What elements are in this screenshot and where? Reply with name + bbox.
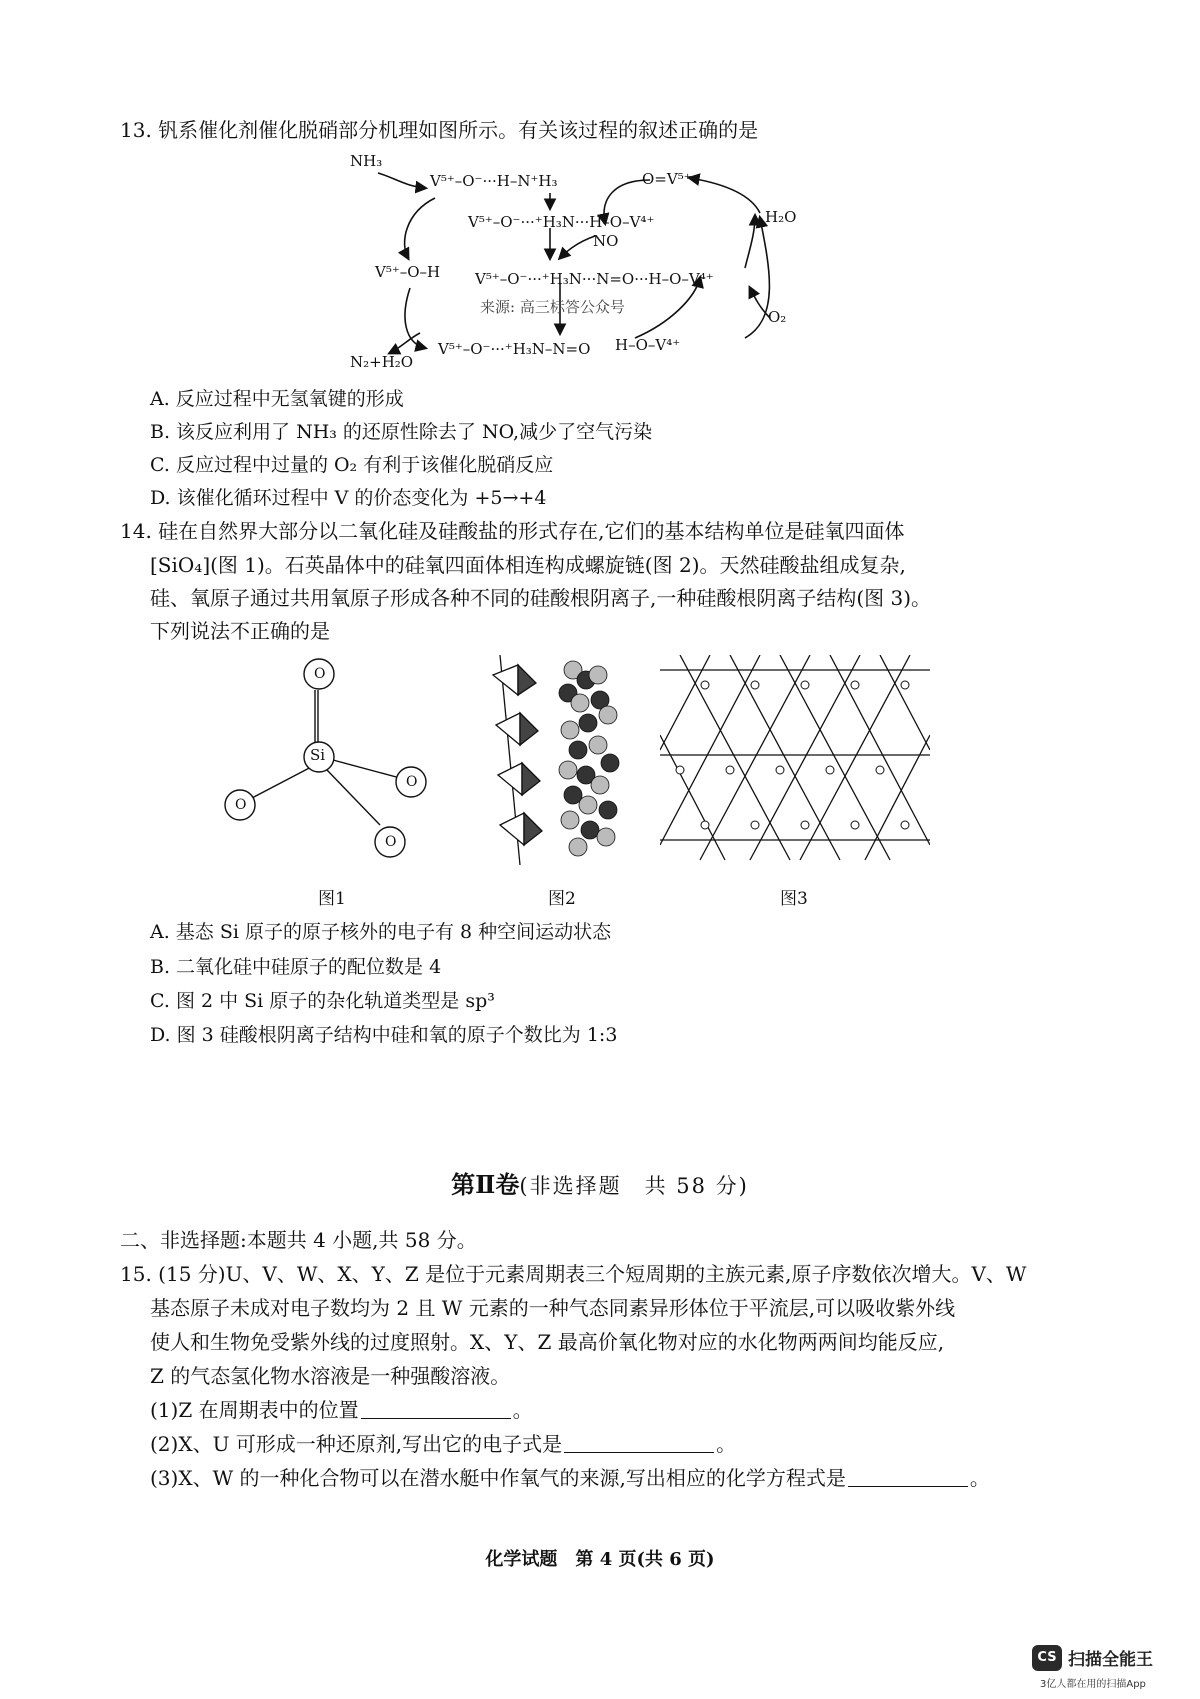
arrow-left-down bbox=[405, 198, 435, 258]
label-nh3: NH₃ bbox=[350, 152, 383, 170]
figure-1-sio4 bbox=[215, 650, 445, 870]
scanner-app-name: 扫描全能王 bbox=[1068, 1650, 1153, 1670]
arrow-to-o-v bbox=[690, 178, 760, 213]
figure-2-caption: 图2 bbox=[548, 889, 576, 909]
q14-stem-line-1: 14. 硅在自然界大部分以二氧化硅及硅酸盐的形式存在,它们的基本结构单位是硅氧四面体 bbox=[120, 519, 905, 543]
atom-o-top: O bbox=[314, 666, 326, 682]
species-s4: V⁵⁺–O⁻···⁺H₃N–N=O bbox=[438, 340, 591, 358]
q14-option-c: C. 图 2 中 Si 原子的杂化轨道类型是 sp³ bbox=[150, 990, 495, 1012]
species-s7: V⁵⁺–O–H bbox=[375, 263, 441, 281]
q15-sub-2-end: 。 bbox=[716, 1432, 737, 1456]
watermark-text: 来源: 高三标答公众号 bbox=[480, 298, 625, 316]
q15-sub-3 bbox=[150, 1466, 990, 1490]
q15-sub-1-text: (1)Z 在周期表中的位置 bbox=[150, 1398, 359, 1422]
q15-sub-3-end: 。 bbox=[969, 1466, 990, 1490]
species-s1: V⁵⁺–O⁻···H–N⁺H₃ bbox=[430, 172, 558, 190]
label-no: NO bbox=[593, 232, 619, 250]
figure-1-caption: 图1 bbox=[318, 889, 346, 909]
q14-stem-line-3: 硅、氧原子通过共用氧原子形成各种不同的硅酸根阴离子,一种硅酸根阴离子结构(图 3)。 bbox=[150, 586, 932, 610]
atom-o-right: O bbox=[406, 774, 418, 790]
arrow-h2o-out bbox=[745, 216, 755, 268]
label-o2: O₂ bbox=[768, 308, 787, 326]
q15-sub-1 bbox=[150, 1398, 533, 1422]
arrow-nh3-in bbox=[378, 173, 425, 188]
q13-option-c: C. 反应过程中过量的 O₂ 有利于该催化脱硝反应 bbox=[150, 454, 554, 476]
q15-line-1: 15. (15 分)U、V、W、X、Y、Z 是位于元素周期表三个短周期的主族元素,原子序数依次增大。V、W bbox=[120, 1262, 1027, 1286]
q15-sub-3-text: (3)X、W 的一种化合物可以在潜水艇中作氧气的来源,写出相应的化学方程式是 bbox=[150, 1466, 846, 1490]
arrow-right-up bbox=[745, 218, 769, 338]
scanner-logo-icon: CS bbox=[1032, 1645, 1062, 1671]
q13-stem: 13. 钒系催化剂催化脱硝部分机理如图所示。有关该过程的叙述正确的是 bbox=[120, 118, 759, 142]
answer-blank-1[interactable] bbox=[361, 1400, 511, 1419]
answer-blank-3[interactable] bbox=[848, 1468, 968, 1487]
label-n2-h2o: N₂+H₂O bbox=[350, 353, 414, 371]
q14-stem-line-4: 下列说法不正确的是 bbox=[150, 619, 330, 643]
q15-line-4: Z 的气态氢化物水溶液是一种强酸溶液。 bbox=[150, 1364, 511, 1388]
q14-stem-line-2: [SiO₄](图 1)。石英晶体中的硅氧四面体相连构成螺旋链(图 2)。天然硅酸盐组成复杂, bbox=[150, 553, 906, 577]
section-2-title: 第Ⅱ卷 bbox=[451, 1170, 520, 1199]
q15-line-2: 基态原子未成对电子数均为 2 且 W 元素的一种气态同素异形体位于平流层,可以吸收紫外线 bbox=[150, 1296, 956, 1320]
answer-blank-2[interactable] bbox=[564, 1434, 714, 1453]
page-footer: 化学试题 第 4 页(共 6 页) bbox=[485, 1549, 715, 1570]
q13-option-a: A. 反应过程中无氢氧键的形成 bbox=[150, 388, 404, 410]
species-s5: H–O–V⁴⁺ bbox=[615, 336, 681, 354]
arrow-o2-in bbox=[750, 288, 770, 318]
arrow-no-in bbox=[560, 236, 595, 258]
species-s2: V⁵⁺–O⁻···⁺H₃N···H–O–V⁴⁺ bbox=[468, 213, 655, 231]
species-s6: O=V⁵⁺ bbox=[642, 170, 692, 188]
species-s3: V⁵⁺–O⁻···⁺H₃N···N=O···H–O–V⁴⁺ bbox=[475, 270, 714, 288]
q13-option-d: D. 该催化循环过程中 V 的价态变化为 +5→+4 bbox=[150, 487, 547, 509]
q15-line-3: 使人和生物免受紫外线的过度照射。X、Y、Z 最高价氧化物对应的水化物两两间均能反应, bbox=[150, 1330, 945, 1354]
atom-o-left: O bbox=[235, 797, 247, 813]
q14-option-b: B. 二氧化硅中硅原子的配位数是 4 bbox=[150, 956, 442, 978]
scanner-tagline: 3亿人都在用的扫描App bbox=[1040, 1679, 1146, 1690]
q14-option-a: A. 基态 Si 原子的原子核外的电子有 8 种空间运动状态 bbox=[150, 921, 612, 943]
atom-o-bottom: O bbox=[385, 834, 397, 850]
q15-sub-2-text: (2)X、U 可形成一种还原剂,写出它的电子式是 bbox=[150, 1432, 563, 1456]
q15-sub-2 bbox=[150, 1432, 736, 1456]
scanner-badge bbox=[1032, 1645, 1192, 1693]
label-h2o: H₂O bbox=[765, 208, 797, 226]
atom-si: Si bbox=[310, 746, 326, 764]
part2-header: 二、非选择题:本题共 4 小题,共 58 分。 bbox=[120, 1228, 477, 1252]
section-2-subtitle: (非选择题 共 58 分) bbox=[519, 1174, 749, 1198]
figure-2-helix bbox=[488, 655, 628, 865]
q14-option-d: D. 图 3 硅酸根阴离子结构中硅和氧的原子个数比为 1:3 bbox=[150, 1024, 618, 1046]
arrow-left-up-tail bbox=[405, 288, 425, 348]
figure-3-caption: 图3 bbox=[780, 889, 808, 909]
q15-sub-1-end: 。 bbox=[512, 1398, 533, 1422]
q13-option-b: B. 该反应利用了 NH₃ 的还原性除去了 NO,减少了空气污染 bbox=[150, 421, 653, 443]
figure-3-silicate-network bbox=[660, 655, 930, 865]
q13-mechanism-diagram bbox=[350, 152, 850, 403]
section-2-heading bbox=[0, 1165, 1200, 1200]
